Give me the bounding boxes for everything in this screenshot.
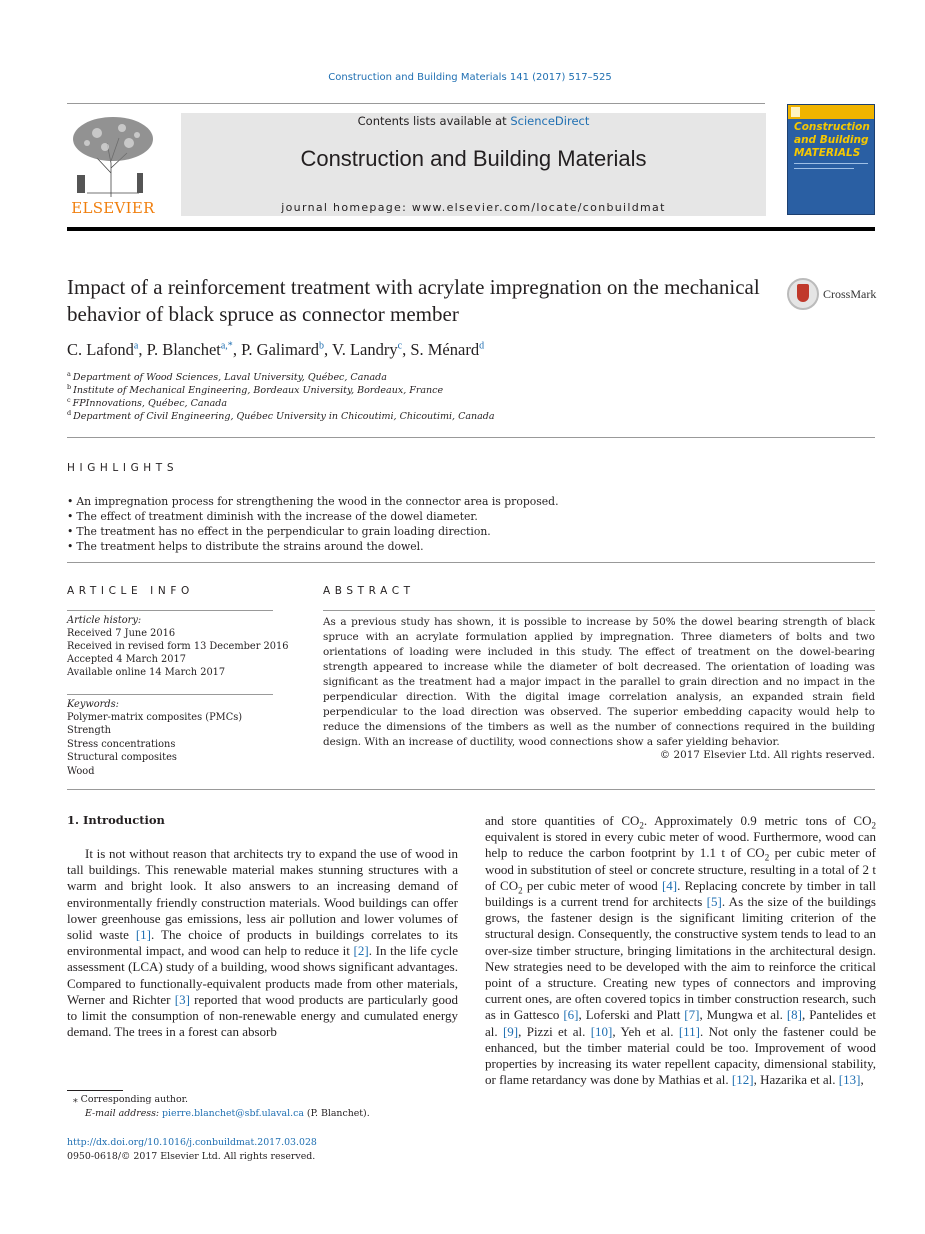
body-column-right (485, 813, 876, 1088)
reference-link[interactable]: [12] (731, 1072, 754, 1088)
reference-link[interactable]: [8] (786, 1007, 802, 1023)
sciencedirect-link[interactable]: ScienceDirect (510, 114, 590, 128)
author-name: P. Galimard (241, 340, 319, 359)
affiliation: $^b$ Institute of Mechanical Engineering, Bordeaux University, Bordeaux, France (67, 383, 444, 397)
history-entry: Received in revised form 13 December 2016 (67, 641, 289, 652)
issn-copyright: 0950-0618/© 2017 Elsevier Ltd. All rights reserved. (67, 1151, 316, 1162)
author-affiliation-mark[interactable]: c (397, 340, 403, 352)
journal-cover-thumbnail (787, 104, 875, 215)
author-name: P. Blanchet (146, 340, 221, 359)
keyword: Structural composites (67, 752, 177, 763)
reference-link[interactable]: [1] (135, 927, 152, 943)
header-thick-rule (67, 227, 875, 231)
corresponding-author-note: ⁎ Corresponding author. (73, 1094, 189, 1105)
reference-link[interactable]: [6] (563, 1007, 579, 1023)
affiliation: $^d$ Department of Civil Engineering, Québec University in Chicoutimi, Chicoutimi, Canada (67, 409, 495, 423)
reference-link[interactable]: [5] (706, 894, 722, 910)
reference-link[interactable]: [11] (678, 1023, 701, 1039)
author-affiliation-mark[interactable]: b (318, 340, 324, 352)
doi-link[interactable]: http://dx.doi.org/10.1016/j.conbuildmat.2017.03.028 (67, 1137, 317, 1148)
cover-title: Construction and Building MATERIALS (794, 121, 870, 159)
article-info-heading: ARTICLE INFO (67, 585, 194, 597)
crossmark-label: CrossMark (823, 287, 877, 301)
cover-publisher-logo (791, 107, 800, 117)
abstract-rule (323, 610, 875, 611)
intro-paragraph: It is not without reason that architects try to expand the use of wood in tall buildings. This renewable material makes stunning structures with a warm and bright look. It also answers to an increasing demand of environmentally friendly construction materials. Wood buildings can offer lower greenhouse gas emissions, less air pollution and lower volumes of solid waste [1]. The choice of products in buildings correlates to its environmental impact, and wood can help to reduce it [2]. In the life cycle assessment (LCA) study of a building, wood shows significant advantages. Compared to functionally-equivalent products made from other materials, Werner and Richter [3] reported that wood products are particularly good to limit the consumption of non-renewable energy and cumulated energy demand. The trees in a forest can absorb (67, 846, 458, 1040)
reference-link[interactable]: [13] (838, 1072, 861, 1088)
section-divider (67, 562, 875, 563)
journal-citation[interactable]: Construction and Building Materials 141 (2017) 517–525 (328, 72, 612, 83)
journal-title: Construction and Building Materials (300, 146, 647, 171)
author-name: V. Landry (331, 340, 398, 359)
reference-link[interactable]: [7] (684, 1007, 700, 1023)
cover-divider (794, 168, 854, 169)
article-info-rule (67, 610, 273, 611)
keyword: Stress concentrations (67, 739, 176, 750)
cover-header-band (788, 105, 874, 119)
email-note: E-mail address: pierre.blanchet@sbf.ulaval.ca (P. Blanchet). (85, 1108, 370, 1119)
reference-link[interactable]: [2] (353, 943, 369, 959)
header-top-rule (67, 103, 765, 104)
keyword: Polymer-matrix composites (PMCs) (67, 712, 243, 723)
affiliation: $^c$ FPInnovations, Québec, Canada (67, 396, 228, 410)
cover-divider (794, 163, 868, 164)
keyword: Wood (67, 766, 95, 777)
introduction-heading: 1. Introduction (67, 813, 165, 827)
history-entry: Accepted 4 March 2017 (67, 654, 186, 665)
crossmark-badge[interactable] (787, 278, 879, 312)
highlight-item: • The effect of treatment diminish with the increase of the dowel diameter. (67, 510, 478, 523)
author-name: C. Lafond (67, 340, 134, 359)
contents-prefix: Contents lists available at (357, 114, 511, 128)
reference-link[interactable]: [9] (502, 1023, 519, 1039)
author-affiliation-mark[interactable]: a,* (220, 340, 233, 352)
contents-availability (181, 114, 766, 128)
keyword: Strength (67, 725, 111, 736)
email-link[interactable]: pierre.blanchet@sbf.ulaval.ca (162, 1108, 304, 1119)
keywords-label: Keywords: (67, 699, 119, 710)
article-history-label: Article history: (67, 615, 142, 626)
history-entry: Available online 14 March 2017 (67, 667, 226, 678)
history-entry: Received 7 June 2016 (67, 628, 176, 639)
footnote-rule (67, 1090, 123, 1091)
highlight-item: • The treatment has no effect in the perpendicular to grain loading direction. (67, 525, 491, 538)
highlight-item: • An impregnation process for strengthening the wood in the connector area is proposed. (67, 495, 559, 508)
author-affiliation-mark[interactable]: a (133, 340, 139, 352)
abstract-copyright: © 2017 Elsevier Ltd. All rights reserved. (659, 749, 875, 761)
reference-link[interactable]: [4] (661, 877, 678, 893)
keywords-rule (67, 694, 273, 695)
abstract-text: As a previous study has shown, it is possible to increase by 50% the dowel bearing strength of black spruce with an acrylate formulation applied by impregnation. Three diameters of bolts and two orientations of loading were included in this study. The effect of treatment on the dowel-bearing strength appeared to increase while the diameter of bolt decreased. The orientation of loading was significant as the treatment had a major impact in the parallel to grain direction and no impact in the perpendicular direction. With the digital image correlation analysis, an expanded strain field perpendicular to the load direction was observed. The superior embedding capacity would help to reduce the dimensions of the timbers as well as the number of connections required in the building design. With an increase of ductility, wood connections show a safer yielding behavior. (323, 616, 875, 748)
reference-link[interactable]: [10] (590, 1023, 613, 1039)
author-list: C. Lafond$^a$, P. Blanchet$^{a,*}$, P. Galimard$^b$, V. Landry$^c$, S. Ménard$^d$ (67, 340, 485, 359)
body-column-left (67, 846, 458, 1040)
highlights-heading: HIGHLIGHTS (67, 462, 179, 474)
journal-homepage[interactable]: journal homepage: www.elsevier.com/locate/conbuildmat (281, 201, 666, 214)
article-title: Impact of a reinforcement treatment with acrylate impregnation on the mechanical behavior of black spruce as connector member (67, 275, 760, 326)
crossmark-bookmark-icon (797, 284, 809, 302)
intro-paragraph: and store quantities of $CO_2$. Approximately 0.9 metric tons of $CO_2$ equivalent is stored in every cubic meter of wood. Furthermore, wood can help to reduce the carbon footprint by 1.1 t of $CO_2$ per cubic meter of wood in substitution of steel or concrete structure, resulting in a total of 2 t of $CO_2$ per cubic meter of wood [4]. Replacing concrete by timber in tall buildings is a current trend for architects [5]. As the size of the buildings grows, the fastener design is the significant limiting criterion of the structural design. Consequently, the constructive system tends to lead to an over-size timber structure, bringing limitations in the architectural design. New strategies need to be developed with the aim to reinforce the critical point of a structure. Creating new types of connectors and improving current ones, are often covered topics in timber construction research, such as in Gattesco [6], Loferski and Platt [7], Mungwa et al. [8], Pantelides et al. [9], Pizzi et al. [10], Yeh et al. [11]. Not only the fastener could be enhanced, but the timber material could be too. Improvement of wood properties by increasing its water repellent capacity, dimensional stability, or flame retardancy was done by Mathias et al. [12], Hazarika et al. [13], (485, 813, 877, 1088)
section-divider (67, 437, 875, 438)
author-name: S. Ménard (410, 340, 480, 359)
elsevier-wordmark: ELSEVIER (71, 199, 155, 217)
affiliation: $^a$ Department of Wood Sciences, Laval University, Québec, Canada (67, 370, 387, 384)
reference-link[interactable]: [3] (174, 991, 190, 1007)
author-affiliation-mark[interactable]: d (479, 340, 485, 352)
highlight-item: • The treatment helps to distribute the strains around the dowel. (67, 540, 424, 553)
section-divider (67, 789, 875, 790)
abstract-heading: ABSTRACT (323, 585, 415, 597)
